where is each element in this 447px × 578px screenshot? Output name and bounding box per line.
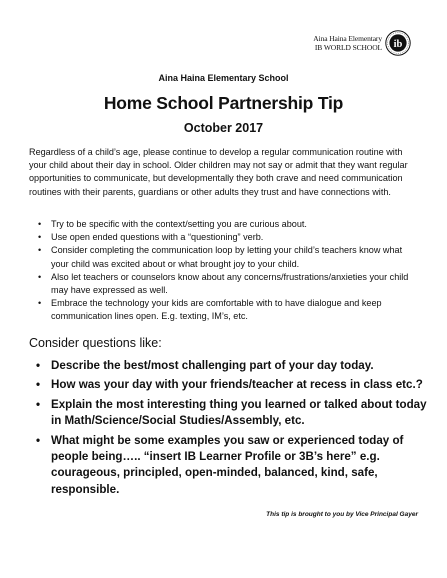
seal-glyph: ib <box>393 38 403 50</box>
issue-date: October 2017 <box>183 121 264 135</box>
tip-item: • Embrace the technology your kids are comfortable with to have dialogue and keep communication lines open. E.g. texting, IM’s, etc. <box>29 297 421 323</box>
logo-text <box>313 34 382 52</box>
question-item: • Describe the best/most challenging part of your day today. <box>29 358 429 374</box>
ib-seal-icon <box>385 30 411 56</box>
intro-paragraph: Regardless of a child’s age, please continue to develop a regular communication routine with your child about their day in school. Older children may not say or admit that they want regular opportunities to communicate, but developmentally they both crave and need communication routines with their parents, guardians or other adults they trust and have connections with. <box>29 147 408 197</box>
question-item: • How was your day with your friends/teacher at recess in class etc.? <box>29 377 429 393</box>
page-title: Home School Partnership Tip <box>103 93 344 113</box>
logo-line-1: Aina Haina Elementary <box>313 34 382 43</box>
tip-item: • Also let teachers or counselors know about any concerns/frustrations/anxieties your child may have expressed as well. <box>29 271 421 297</box>
school-logo <box>313 30 411 56</box>
question-item: • Explain the most interesting thing you learned or talked about today in Math/Science/Social Studies/Assembly, etc. <box>29 397 429 430</box>
tip-item: • Try to be specific with the context/setting you are curious about. <box>29 218 421 231</box>
logo-line-2: IB WORLD SCHOOL <box>314 43 382 52</box>
tip-item: • Use open ended questions with a “questioning” verb. <box>29 231 421 244</box>
school-name: Aina Haina Elementary School <box>158 73 289 83</box>
questions-list <box>29 358 429 501</box>
question-item: • What might be some examples you saw or experienced today of people being….. “insert IB Learner Profile or 3B’s here” e.g. courageous, principled, open-minded, balanced, kind, safe, responsible. <box>29 433 429 499</box>
tips-list <box>29 218 421 324</box>
tip-item: • Consider completing the communication loop by letting your child’s teachers know what your child was excited about or what brought joy to your child. <box>29 244 421 270</box>
consider-heading: Consider questions like: <box>29 336 162 350</box>
credit-line: This tip is brought to you by Vice Principal Gayer <box>266 511 418 518</box>
